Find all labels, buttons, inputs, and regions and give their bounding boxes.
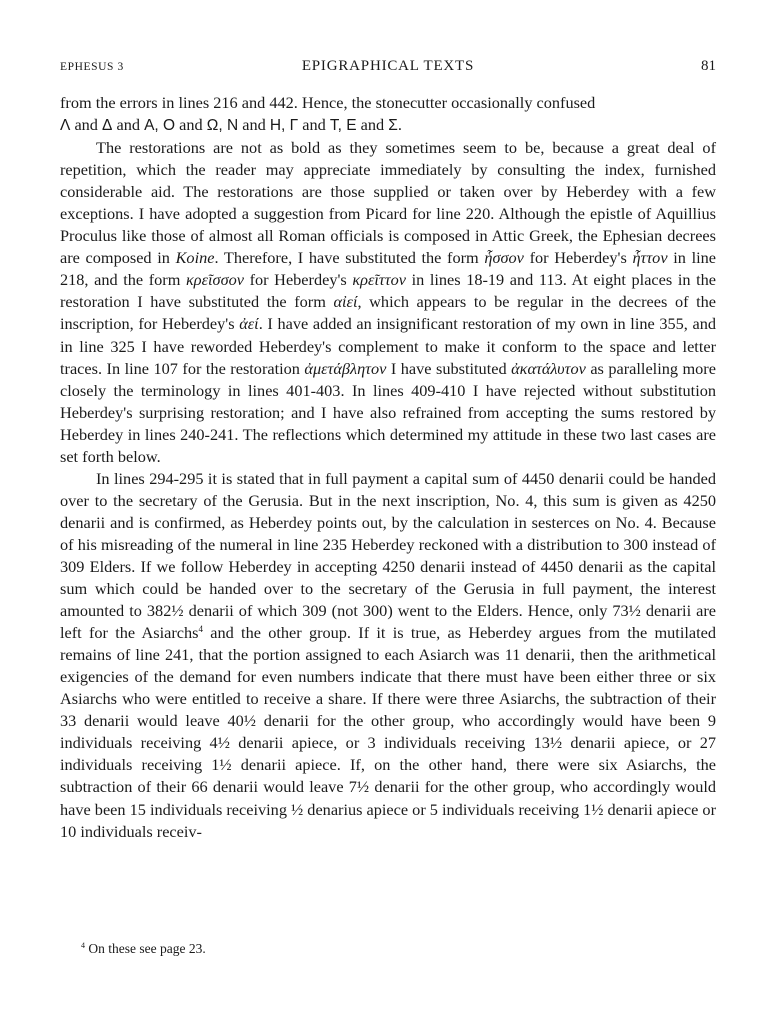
greek-word: κρεῖσσον <box>185 270 244 290</box>
and-word: and <box>302 115 326 135</box>
greek-word: ἧσσον <box>484 248 524 268</box>
greek-word: ἀμετάβλητον <box>304 358 387 378</box>
running-head <box>60 58 716 84</box>
and-word: and <box>116 115 140 135</box>
footnote-mark: 4 <box>81 941 85 950</box>
greek-word: ἀεί <box>239 314 259 334</box>
p2-text: for Heberdey's <box>529 248 627 268</box>
and-word: and <box>242 115 266 135</box>
letters-a-o: A, O <box>144 117 176 135</box>
greek-word: αἰεί <box>333 292 358 312</box>
greek-word: ἧττον <box>632 248 668 268</box>
letter-lambda: Λ <box>60 117 71 135</box>
koine-word: Koine <box>175 248 215 268</box>
paragraph-2 <box>60 137 716 468</box>
page-title: EPIGRAPHICAL TEXTS <box>301 58 475 74</box>
greek-word: κρεῖττον <box>352 270 406 290</box>
page <box>60 58 716 843</box>
p2-text: The restorations are not as bold as they sometimes seem to be, because a great deal of repetition, which the reader may appreciate immediately by consulting the index, furnished considerable aid. The restorations are those supplied or taken over by Heberdey with a few exceptions. I have adopted a suggestion from Picard for line 220. Although the epistle of Aquillius Proculus like those of almost all Roman officials is composed in Attic Greek, the Ephesian decrees are composed in <box>60 138 716 268</box>
greek-word: ἀκατάλυτον <box>511 358 586 378</box>
and-word: and <box>179 115 203 135</box>
body-text <box>60 92 716 843</box>
p1-line1: from the errors in lines 216 and 442. Hence, the stonecutter occasionally confused <box>60 93 596 112</box>
letters-t-e: T, E <box>329 117 357 135</box>
letters-h-gamma: H, Γ <box>269 117 299 135</box>
letter-sigma: Σ <box>388 117 398 135</box>
section-label: EPHESUS 3 <box>60 61 124 73</box>
p2-text: for Heberdey's <box>249 270 347 290</box>
p2-text: . I have added an insignificant restoration of my own in line 355, and in line 325 I have reworded Heberdey's complement to make it conform to the space and letter traces. In line 107 for the restoration <box>60 314 716 378</box>
and-word: and <box>360 115 385 135</box>
p3-text: In lines 294-295 it is stated that in full payment a capital sum of 4450 denarii could be handed over to the secretary of the Gerusia. But in the next inscription, No. 4, this sum is given as 4250 denarii and is confirmed, as Heberdey points out, by the calculation in sesterces on No. 4. Because of his misreading of the numeral in line 235 Heberdey reckoned with a distribution to 300 instead of 309 Elders. If we follow Heberdey in accepting 4250 denarii instead of 4450 denarii as the capital sum which could be handed over to the secretary of the Gerusia in full payment, the interest amounted to 382½ denarii of which 309 (not 300) went to the Elders. Hence, only 73½ denarii are left for the Asiarchs <box>60 468 716 643</box>
footnote-reference[interactable]: 4 <box>198 624 203 635</box>
p2-text: as paralleling more closely the terminology in lines 401-403. In lines 409-410 I have rejected without substitution Heberdey's surprising restoration; and I have also refrained from accepting the sums restored by Heberdey in lines 240-241. The reflections which determined my attitude in these two last cases are set forth below. <box>60 358 716 466</box>
page-number: 81 <box>701 58 716 74</box>
p2-text: in line 218, and the form <box>60 248 716 290</box>
footnote-text: On these see page 23. <box>88 941 206 956</box>
p2-text: . Therefore, I have substituted the form <box>214 248 479 268</box>
p2-text: I have substituted <box>390 358 507 378</box>
letters-omega-n: Ω, N <box>206 117 239 135</box>
p2-text: in lines 18-19 and 113. At eight places in the restoration I have substituted the form <box>60 270 716 312</box>
paragraph-1 <box>60 92 716 137</box>
period: . <box>397 115 402 135</box>
letter-delta: Δ <box>102 117 113 135</box>
footnote <box>81 940 206 958</box>
p3-text: and the other group. If it is true, as Heberdey argues from the mutilated remains of line 241, that the portion assigned to each Asiarch was 11 denarii, then the arithmetical exigencies of the demand for even numbers indicate that there must have been either three or six Asiarchs who were entitled to receive a share. If there were three Asiarchs, the subtraction of their 33 denarii would leave 40½ denarii for the other group, who accordingly would have been 9 individuals receiving 4½ denarii apiece, or 3 individuals receiving 13½ denarii apiece, or 27 individuals receiving 1½ denarii apiece. If, on the other hand, there were six Asiarchs, the subtraction of their 66 denarii would leave 7½ denarii for the other group, who accordingly would have been 15 individuals receiving ½ denarius apiece or 5 individuals receiving 1½ denarii apiece or 10 individuals receiv- <box>60 623 716 841</box>
p2-text: , which appears to be regular in the decrees of the inscription, for Heberdey's <box>60 292 716 334</box>
paragraph-3 <box>60 468 716 843</box>
and-word: and <box>74 115 98 135</box>
